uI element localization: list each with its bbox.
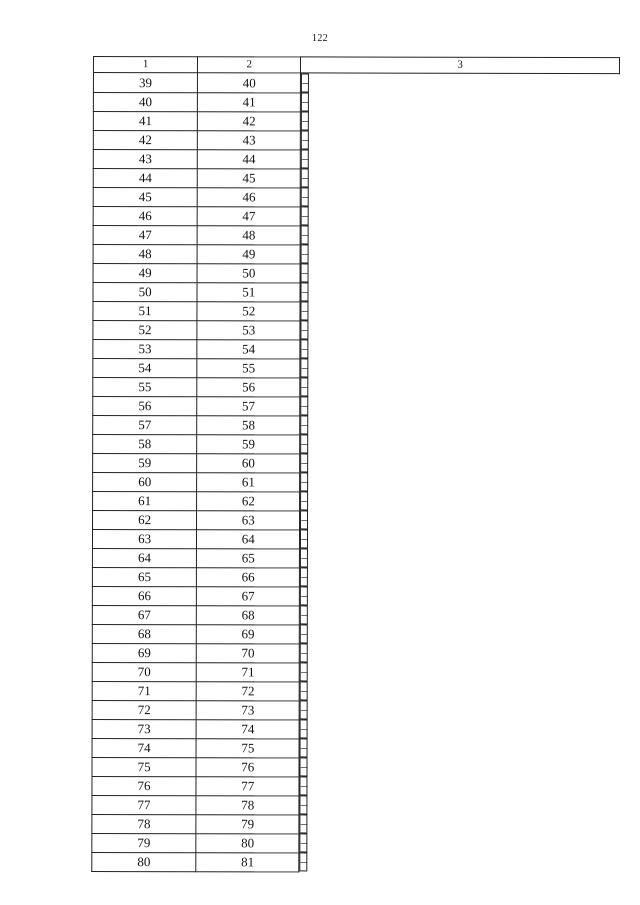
table-cell-col-3: – bbox=[301, 282, 309, 301]
table-row bbox=[92, 529, 618, 549]
table-cell-col-3: – bbox=[301, 377, 309, 396]
table-cell-col-3: – bbox=[300, 833, 308, 852]
table-cell-col-1: 67 bbox=[92, 605, 196, 624]
table-cell-col-1: 47 bbox=[93, 225, 197, 244]
table-cell-col-2: 76 bbox=[196, 757, 299, 776]
table-row bbox=[93, 187, 619, 207]
table-cell-col-3: – bbox=[301, 434, 309, 453]
table-cell-col-2: 69 bbox=[196, 624, 299, 643]
table-cell-col-2: 58 bbox=[197, 415, 300, 434]
table-cell-col-1: 66 bbox=[92, 586, 196, 605]
table-row bbox=[92, 662, 618, 682]
table-cell-col-3: – bbox=[300, 757, 308, 776]
table-cell-col-1: 54 bbox=[93, 358, 197, 377]
table-cell-col-3: – bbox=[301, 168, 309, 187]
table-cell-col-3: – bbox=[300, 776, 308, 795]
table-row bbox=[93, 510, 619, 530]
table-cell-col-1: 68 bbox=[92, 624, 196, 643]
table-cell-col-3: – bbox=[300, 814, 308, 833]
table-cell-col-1: 62 bbox=[93, 510, 197, 529]
table-cell-col-1: 60 bbox=[93, 472, 197, 491]
table-cell-col-2: 40 bbox=[198, 73, 301, 93]
table-row bbox=[93, 206, 619, 226]
table-cell-col-1: 40 bbox=[93, 92, 197, 111]
data-table bbox=[91, 56, 620, 873]
table-cell-col-3: – bbox=[301, 320, 309, 339]
table-row bbox=[92, 605, 618, 625]
table-cell-col-1: 75 bbox=[92, 757, 196, 776]
table-row bbox=[93, 339, 619, 359]
table-cell-col-3: – bbox=[300, 624, 308, 643]
table-body bbox=[92, 73, 620, 873]
table-cell-col-3: – bbox=[300, 567, 308, 586]
table-cell-col-2: 46 bbox=[197, 187, 300, 206]
table-row bbox=[92, 757, 618, 777]
table-cell-col-2: 57 bbox=[197, 396, 300, 415]
table-row bbox=[93, 244, 619, 264]
table-cell-col-1: 76 bbox=[92, 776, 196, 795]
table-cell-col-2: 72 bbox=[196, 681, 299, 700]
table-row bbox=[92, 643, 618, 663]
page-number: 122 bbox=[312, 33, 328, 44]
table-row bbox=[93, 92, 619, 112]
table-cell-col-3: – bbox=[301, 149, 309, 168]
table-cell-col-2: 77 bbox=[196, 776, 299, 795]
table-cell-col-1: 74 bbox=[92, 738, 196, 757]
table-cell-col-1: 49 bbox=[93, 263, 197, 282]
table-cell-col-2: 74 bbox=[196, 719, 299, 738]
table-cell-col-2: 51 bbox=[197, 282, 300, 301]
table-row bbox=[92, 814, 618, 834]
table-cell-col-3: – bbox=[301, 225, 309, 244]
table-cell-col-3: – bbox=[300, 472, 308, 491]
table-cell-col-1: 44 bbox=[93, 168, 197, 187]
table-cell-col-2: 53 bbox=[197, 320, 300, 339]
table-cell-col-1: 73 bbox=[92, 719, 196, 738]
table-cell-col-3: – bbox=[301, 206, 309, 225]
table-row bbox=[93, 263, 619, 283]
table-cell-col-2: 52 bbox=[197, 301, 300, 320]
table-cell-col-2: 68 bbox=[196, 605, 299, 624]
table-cell-col-1: 46 bbox=[93, 206, 197, 225]
table-cell-col-3: – bbox=[300, 681, 308, 700]
table-cell-col-3: – bbox=[301, 73, 309, 92]
table-cell-col-1: 71 bbox=[92, 681, 196, 700]
table-cell-col-3: – bbox=[301, 415, 309, 434]
column-header-1: 1 bbox=[93, 57, 197, 73]
table-cell-col-1: 80 bbox=[92, 852, 196, 871]
table-cell-col-2: 66 bbox=[197, 567, 300, 586]
table-cell-col-2: 47 bbox=[197, 206, 300, 225]
table-cell-col-1: 39 bbox=[93, 73, 197, 93]
table-cell-col-3: – bbox=[300, 548, 308, 567]
table-row bbox=[92, 567, 618, 587]
table-row bbox=[93, 168, 619, 188]
table-cell-col-2: 59 bbox=[197, 434, 300, 453]
table-cell-col-2: 64 bbox=[197, 529, 300, 548]
table-cell-col-1: 43 bbox=[93, 149, 197, 168]
table-cell-col-2: 71 bbox=[196, 662, 299, 681]
table-cell-col-1: 55 bbox=[93, 377, 197, 396]
table-row bbox=[93, 396, 619, 416]
table-cell-col-1: 58 bbox=[93, 434, 197, 453]
table-row bbox=[93, 453, 619, 473]
table-cell-col-1: 63 bbox=[92, 529, 196, 548]
table-row bbox=[92, 833, 618, 853]
table-cell-col-3: – bbox=[300, 586, 308, 605]
table-cell-col-2: 67 bbox=[197, 586, 300, 605]
table-cell-col-2: 79 bbox=[196, 814, 299, 833]
table-cell-col-3: – bbox=[300, 719, 308, 738]
table-cell-col-1: 57 bbox=[93, 415, 197, 434]
table-row bbox=[93, 282, 619, 302]
table-cell-col-3: – bbox=[301, 396, 309, 415]
table-cell-col-1: 42 bbox=[93, 130, 197, 149]
table-row bbox=[92, 738, 618, 758]
table-cell-col-2: 75 bbox=[196, 738, 299, 757]
table-row bbox=[93, 301, 619, 321]
table-cell-col-2: 42 bbox=[198, 111, 301, 130]
table-row bbox=[92, 852, 618, 872]
table-cell-col-3: – bbox=[300, 852, 308, 871]
table-row bbox=[92, 776, 618, 796]
table-cell-col-2: 81 bbox=[196, 852, 299, 871]
table-cell-col-3: – bbox=[301, 339, 309, 358]
table-cell-col-1: 52 bbox=[93, 320, 197, 339]
table-cell-col-1: 69 bbox=[92, 643, 196, 662]
table-cell-col-3: – bbox=[300, 510, 308, 529]
table-cell-col-3: – bbox=[301, 301, 309, 320]
table-row bbox=[93, 358, 619, 378]
column-header-2: 2 bbox=[198, 57, 301, 73]
table-cell-col-2: 70 bbox=[196, 643, 299, 662]
table-cell-col-1: 51 bbox=[93, 301, 197, 320]
table-cell-col-2: 49 bbox=[197, 244, 300, 263]
table-cell-col-2: 60 bbox=[197, 453, 300, 472]
table-cell-col-1: 45 bbox=[93, 187, 197, 206]
header-row bbox=[93, 57, 619, 74]
table-cell-col-1: 72 bbox=[92, 700, 196, 719]
table-row bbox=[93, 320, 619, 340]
table-cell-col-1: 78 bbox=[92, 814, 196, 833]
table-cell-col-2: 44 bbox=[197, 149, 300, 168]
table-row bbox=[92, 719, 618, 739]
table-row bbox=[93, 491, 619, 511]
table-row bbox=[93, 111, 619, 131]
table-row bbox=[92, 681, 618, 701]
table-cell-col-2: 65 bbox=[197, 548, 300, 567]
table-cell-col-3: – bbox=[300, 738, 308, 757]
table-cell-col-2: 61 bbox=[197, 472, 300, 491]
table-cell-col-3: – bbox=[301, 130, 309, 149]
table-cell-col-1: 70 bbox=[92, 662, 196, 681]
table-cell-col-2: 41 bbox=[198, 92, 301, 111]
table-cell-col-1: 77 bbox=[92, 795, 196, 814]
table-cell-col-3: – bbox=[301, 244, 309, 263]
table-cell-col-2: 43 bbox=[197, 130, 300, 149]
table-cell-col-1: 64 bbox=[92, 548, 196, 567]
table-row bbox=[93, 434, 619, 454]
table-cell-col-3: – bbox=[301, 263, 309, 282]
table-row bbox=[93, 415, 619, 435]
table-cell-col-1: 56 bbox=[93, 396, 197, 415]
table-cell-col-2: 56 bbox=[197, 377, 300, 396]
table-cell-col-3: – bbox=[301, 92, 309, 111]
table-header bbox=[93, 57, 619, 74]
table-cell-col-1: 53 bbox=[93, 339, 197, 358]
table-cell-col-3: – bbox=[301, 453, 309, 472]
table-cell-col-1: 41 bbox=[93, 111, 197, 130]
table-cell-col-3: – bbox=[300, 529, 308, 548]
table-cell-col-1: 79 bbox=[92, 833, 196, 852]
column-header-3: 3 bbox=[301, 57, 620, 74]
table-row bbox=[92, 624, 618, 644]
table-cell-col-2: 55 bbox=[197, 358, 300, 377]
table-cell-col-1: 50 bbox=[93, 282, 197, 301]
table-row bbox=[93, 225, 619, 245]
table-cell-col-2: 78 bbox=[196, 795, 299, 814]
table-cell-col-3: – bbox=[300, 491, 308, 510]
table-cell-col-1: 65 bbox=[92, 567, 196, 586]
table-cell-col-2: 62 bbox=[197, 491, 300, 510]
table-cell-col-2: 80 bbox=[196, 833, 299, 852]
table-row bbox=[93, 73, 619, 94]
table-row bbox=[93, 472, 619, 492]
table-cell-col-3: – bbox=[300, 795, 308, 814]
table-row bbox=[93, 130, 619, 150]
table-row bbox=[93, 149, 619, 169]
table-cell-col-3: – bbox=[301, 358, 309, 377]
table-row bbox=[93, 377, 619, 397]
table-row bbox=[92, 586, 618, 606]
table-cell-col-1: 61 bbox=[93, 491, 197, 510]
table-cell-col-1: 59 bbox=[93, 453, 197, 472]
table-cell-col-3: – bbox=[300, 662, 308, 681]
table-row bbox=[92, 700, 618, 720]
table-cell-col-2: 45 bbox=[197, 168, 300, 187]
table-cell-col-2: 63 bbox=[197, 510, 300, 529]
table-cell-col-2: 54 bbox=[197, 339, 300, 358]
table-cell-col-2: 48 bbox=[197, 225, 300, 244]
table-cell-col-3: – bbox=[300, 605, 308, 624]
table-cell-col-3: – bbox=[300, 700, 308, 719]
table-row bbox=[92, 795, 618, 815]
table-row bbox=[92, 548, 618, 568]
table-cell-col-3: – bbox=[301, 111, 309, 130]
table-cell-col-3: – bbox=[300, 643, 308, 662]
table-cell-col-1: 48 bbox=[93, 244, 197, 263]
table-cell-col-3: – bbox=[301, 187, 309, 206]
table-cell-col-2: 50 bbox=[197, 263, 300, 282]
table-cell-col-2: 73 bbox=[196, 700, 299, 719]
